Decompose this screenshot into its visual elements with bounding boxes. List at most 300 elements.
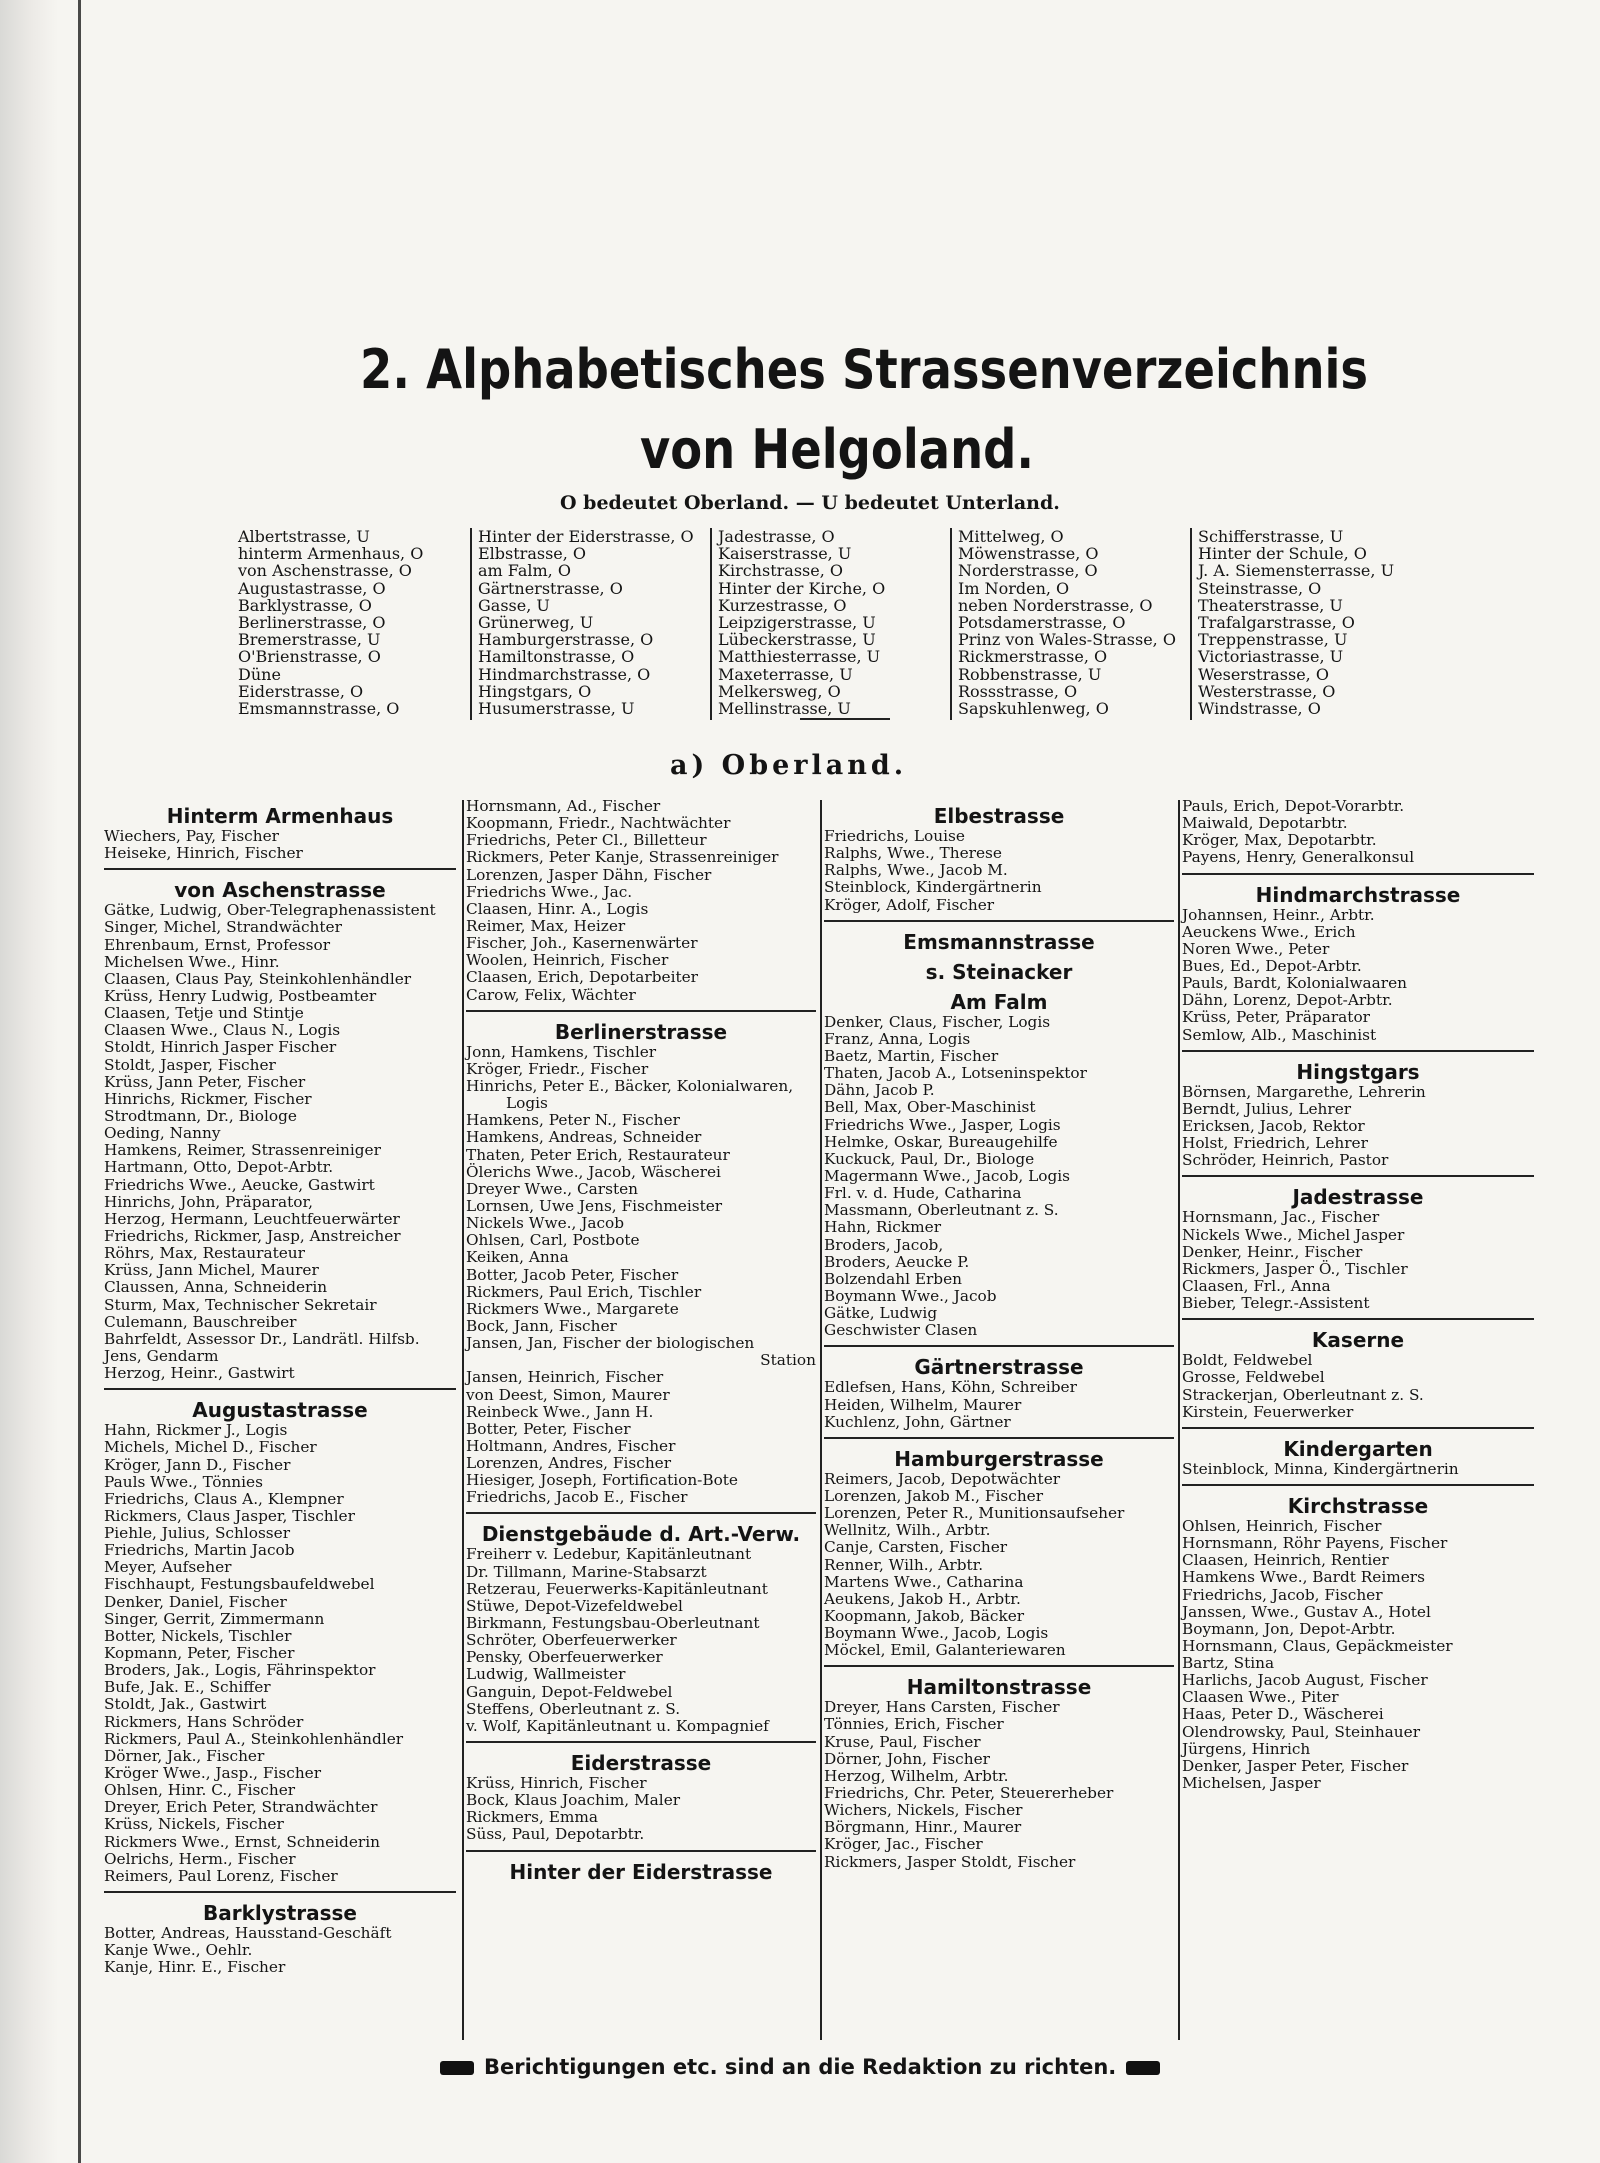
- resident-entry: Börnsen, Margarethe, Lehrerin: [1182, 1082, 1426, 1101]
- resident-entry: Johannsen, Heinr., Arbtr.: [1182, 905, 1375, 924]
- section-rule: [1182, 1050, 1534, 1052]
- resident-entry: Boldt, Feldwebel: [1182, 1351, 1313, 1370]
- resident-entry: Stoldt, Hinrich Jasper Fischer: [104, 1038, 337, 1057]
- resident-entry: Friedrichs, Jacob, Fischer: [1182, 1585, 1383, 1604]
- resident-entry: Hiesiger, Joseph, Fortification-Bote: [466, 1471, 738, 1490]
- index-underline: [800, 718, 890, 720]
- resident-entry: Fischhaupt, Festungsbaufeldwebel: [104, 1575, 375, 1594]
- resident-entry: Friedrichs, Martin Jacob: [104, 1541, 295, 1560]
- resident-entry: Carow, Felix, Wächter: [466, 985, 636, 1004]
- resident-entry: Schröter, Oberfeuerwerker: [466, 1631, 677, 1650]
- resident-entry: Oelrichs, Herm., Fischer: [104, 1849, 296, 1868]
- resident-entry: Bahrfeldt, Assessor Dr., Landrätl. Hilfsb.: [104, 1329, 420, 1348]
- resident-entry: Kröger, Friedr., Fischer: [466, 1059, 649, 1078]
- resident-entry: Tönnies, Erich, Fischer: [824, 1715, 1004, 1734]
- index-entry: Norderstrasse, O: [958, 561, 1098, 581]
- resident-entry: Friedrichs, Rickmer, Jasp, Anstreicher: [104, 1226, 401, 1245]
- resident-entry: Maiwald, Depotarbtr.: [1182, 814, 1348, 833]
- index-entry: J. A. Siemensterrasse, U: [1198, 561, 1395, 581]
- resident-entry: Broders, Jacob,: [824, 1235, 944, 1254]
- street-heading: von Aschenstrasse: [174, 878, 386, 903]
- resident-entry: Rickmers Wwe., Ernst, Schneiderin: [104, 1832, 380, 1851]
- resident-entry: Retzerau, Feuerwerks-Kapitänleutnant: [466, 1579, 768, 1598]
- resident-entry: Dr. Tillmann, Marine-Stabsarzt: [466, 1562, 707, 1581]
- resident-entry: Heiseke, Hinrich, Fischer: [104, 844, 303, 863]
- index-entry: Maxeterrasse, U: [718, 664, 853, 684]
- resident-entry: Boymann Wwe., Jacob: [824, 1286, 997, 1305]
- resident-entry: Dreyer, Hans Carsten, Fischer: [824, 1698, 1060, 1717]
- resident-entry: Olendrowsky, Paul, Steinhauer: [1182, 1722, 1421, 1741]
- index-column: [718, 528, 885, 717]
- index-entry: Windstrasse, O: [1198, 698, 1321, 718]
- index-entry: Gasse, U: [478, 595, 550, 615]
- index-entry: Leipzigerstrasse, U: [718, 612, 876, 632]
- resident-entry: Kruse, Paul, Fischer: [824, 1732, 981, 1751]
- index-entry: Hinter der Kirche, O: [718, 578, 886, 598]
- resident-entry: Ralphs, Wwe., Therese: [824, 844, 1002, 863]
- resident-entry: Hamkens, Andreas, Schneider: [466, 1128, 702, 1147]
- resident-entry: Bell, Max, Ober-Maschinist: [824, 1098, 1036, 1117]
- index-entry: Rossstrasse, O: [958, 681, 1078, 701]
- index-entry: Kaiserstrasse, U: [718, 544, 852, 564]
- index-column-divider: [710, 528, 712, 720]
- resident-entry: Dörner, John, Fischer: [824, 1749, 990, 1768]
- resident-entry: Krüss, Nickels, Fischer: [104, 1815, 284, 1834]
- resident-entry: Herzog, Hermann, Leuchtfeuerwärter: [104, 1209, 400, 1228]
- index-entry: Berlinerstrasse, O: [238, 612, 386, 632]
- index-entry: Hinter der Eiderstrasse, O: [478, 527, 694, 546]
- resident-entry: Hamkens, Reimer, Strassenreiniger: [104, 1141, 381, 1160]
- resident-entry-continuation: Station: [760, 1351, 816, 1370]
- resident-entry: Ganguin, Depot-Feldwebel: [466, 1682, 673, 1701]
- resident-entry: Rickmers Wwe., Margarete: [466, 1299, 679, 1318]
- resident-entry: Fischer, Joh., Kasernenwärter: [466, 934, 698, 953]
- resident-entry: Lorenzen, Jakob M., Fischer: [824, 1486, 1044, 1505]
- index-column: [958, 528, 1176, 717]
- resident-entry: Reinbeck Wwe., Jann H.: [466, 1402, 654, 1421]
- resident-entry: Kanje Wwe., Oehlr.: [104, 1941, 253, 1960]
- street-heading: Berlinerstrasse: [554, 1019, 728, 1044]
- resident-entry: von Deest, Simon, Maurer: [466, 1385, 670, 1404]
- index-entry: Schifferstrasse, U: [1198, 527, 1344, 546]
- resident-entry: Ohlsen, Carl, Postbote: [466, 1231, 640, 1250]
- index-entry: Rickmerstrasse, O: [958, 647, 1108, 667]
- resident-entry: Sturm, Max, Technischer Sekretair: [104, 1295, 377, 1314]
- resident-entry: Strodtmann, Dr., Biologe: [104, 1106, 297, 1125]
- resident-entry: Denker, Daniel, Fischer: [104, 1592, 287, 1611]
- resident-entry: Rickmers, Paul Erich, Tischler: [466, 1282, 702, 1301]
- resident-entry: Wichers, Nickels, Fischer: [824, 1801, 1023, 1820]
- index-column: [1198, 528, 1394, 717]
- resident-entry: Rickmers, Jasper Stoldt, Fischer: [824, 1852, 1076, 1871]
- resident-entry: Koopmann, Jakob, Bäcker: [824, 1606, 1025, 1625]
- index-entry: Trafalgarstrasse, O: [1198, 612, 1355, 632]
- index-entry: Elbstrasse, O: [478, 544, 587, 564]
- resident-entry: Koopmann, Friedr., Nachtwächter: [466, 814, 731, 833]
- street-heading: Jadestrasse: [1292, 1185, 1424, 1210]
- resident-entry: Kirstein, Feuerwerker: [1182, 1402, 1354, 1421]
- section-rule: [1182, 1318, 1534, 1320]
- resident-entry: Pauls Wwe., Tönnies: [104, 1472, 263, 1491]
- street-heading: s. Steinacker: [925, 959, 1073, 984]
- index-entry: Grünerweg, U: [478, 612, 594, 632]
- resident-entry: Ericksen, Jacob, Rektor: [1182, 1116, 1365, 1135]
- street-heading: Kindergarten: [1283, 1436, 1433, 1461]
- resident-entry: Krüss, Jann Michel, Maurer: [104, 1261, 319, 1280]
- resident-entry: Birkmann, Festungsbau-Oberleutnant: [466, 1614, 760, 1633]
- resident-entry: Krüss, Peter, Präparator: [1182, 1008, 1370, 1027]
- index-entry: Augustastrasse, O: [238, 578, 386, 598]
- resident-entry: Stüwe, Depot-Vizefeldwebel: [466, 1596, 683, 1615]
- resident-entry: Krüss, Hinrich, Fischer: [466, 1774, 647, 1793]
- resident-entry: Hartmann, Otto, Depot-Arbtr.: [104, 1158, 334, 1177]
- directory-column: [1182, 798, 1534, 1792]
- index-entry: Bremerstrasse, U: [238, 630, 381, 650]
- footer-text: Berichtigungen etc. sind an die Redaktion zu richten.: [484, 2055, 1117, 2079]
- resident-entry: Semlow, Alb., Maschinist: [1182, 1025, 1377, 1044]
- resident-entry: Jansen, Heinrich, Fischer: [466, 1368, 664, 1387]
- resident-entry: Bock, Jann, Fischer: [466, 1316, 617, 1335]
- resident-entry: Boymann Wwe., Jacob, Logis: [824, 1624, 1049, 1643]
- resident-entry: Broders, Aeucke P.: [824, 1252, 970, 1271]
- section-rule: [1182, 873, 1534, 875]
- resident-entry: Denker, Jasper Peter, Fischer: [1182, 1756, 1409, 1775]
- resident-entry: Geschwister Clasen: [824, 1321, 978, 1340]
- index-entry: Sapskuhlenweg, O: [958, 698, 1109, 718]
- resident-entry: Michels, Michel D., Fischer: [104, 1438, 317, 1457]
- index-entry: Weserstrasse, O: [1198, 664, 1329, 684]
- resident-entry: Thaten, Jacob A., Lotseninspektor: [824, 1064, 1087, 1083]
- resident-entry: Botter, Peter, Fischer: [466, 1419, 631, 1438]
- resident-entry: Kröger Wwe., Jasp., Fischer: [104, 1764, 322, 1783]
- resident-entry: Herzog, Wilhelm, Arbtr.: [824, 1766, 1009, 1785]
- index-entry: Hingstgars, O: [478, 681, 592, 701]
- resident-entry: Harlichs, Jacob August, Fischer: [1182, 1671, 1428, 1690]
- resident-entry: Rickmers, Emma: [466, 1808, 598, 1827]
- resident-entry: Claasen, Erich, Depotarbeiter: [466, 968, 698, 987]
- section-rule: [824, 920, 1174, 922]
- street-heading: Hinter der Eiderstrasse: [509, 1859, 773, 1884]
- pointing-hand-icon: [440, 2061, 474, 2075]
- resident-entry: Dreyer, Erich Peter, Strandwächter: [104, 1798, 378, 1817]
- resident-entry: Canje, Carsten, Fischer: [824, 1538, 1008, 1557]
- resident-entry: Steffens, Oberleutnant z. S.: [466, 1699, 681, 1718]
- resident-entry: Bolzendahl Erben: [824, 1269, 963, 1288]
- resident-entry: Friedrichs, Jacob E., Fischer: [466, 1488, 688, 1507]
- resident-entry: Röhrs, Max, Restaurateur: [104, 1244, 305, 1263]
- resident-entry: Noren Wwe., Peter: [1182, 939, 1330, 958]
- resident-entry: Hamkens, Peter N., Fischer: [466, 1111, 680, 1130]
- page-border-line: [78, 0, 81, 2163]
- street-heading: Emsmannstrasse: [903, 929, 1095, 954]
- index-entry: Westerstrasse, O: [1198, 681, 1336, 701]
- section-rule: [824, 1345, 1174, 1347]
- resident-entry: Michelsen, Jasper: [1182, 1774, 1321, 1793]
- resident-entry: Hamkens Wwe., Bardt Reimers: [1182, 1568, 1425, 1587]
- resident-entry: Renner, Wilh., Arbtr.: [824, 1555, 984, 1574]
- resident-entry: Botter, Jacob Peter, Fischer: [466, 1265, 679, 1284]
- resident-entry: Friedrichs Wwe., Aeucke, Gastwirt: [104, 1175, 375, 1194]
- index-entry: Möwenstrasse, O: [958, 544, 1099, 564]
- resident-entry: Kopmann, Peter, Fischer: [104, 1644, 295, 1663]
- column-divider: [820, 800, 822, 2040]
- resident-entry: Möckel, Emil, Galanteriewaren: [824, 1641, 1066, 1660]
- resident-entry: Stoldt, Jak., Gastwirt: [104, 1695, 267, 1714]
- resident-entry: Heiden, Wilhelm, Maurer: [824, 1395, 1022, 1414]
- resident-entry: Kröger, Jann D., Fischer: [104, 1455, 291, 1474]
- resident-entry: Claasen Wwe., Piter: [1182, 1688, 1339, 1707]
- resident-entry: Ohlsen, Heinrich, Fischer: [1182, 1516, 1382, 1535]
- resident-entry: Hinrichs, John, Präparator,: [104, 1192, 313, 1211]
- resident-entry-continuation: Logis: [506, 1094, 548, 1113]
- resident-entry: Thaten, Peter Erich, Restaurateur: [466, 1145, 730, 1164]
- street-heading: Elbestrasse: [933, 804, 1065, 828]
- index-entry: hinterm Armenhaus, O: [238, 544, 424, 564]
- footer-note: [430, 2055, 1170, 2079]
- index-entry: Husumerstrasse, U: [478, 698, 635, 718]
- section-rule: [104, 1388, 456, 1390]
- resident-entry: Hornsmann, Jac., Fischer: [1182, 1208, 1380, 1227]
- resident-entry: Dreyer Wwe., Carsten: [466, 1179, 638, 1198]
- resident-entry: Jonn, Hamkens, Tischler: [466, 1042, 657, 1061]
- index-entry: Lübeckerstrasse, U: [718, 630, 876, 650]
- street-heading: Dienstgebäude d. Art.-Verw.: [481, 1522, 801, 1547]
- resident-entry: Haas, Peter D., Wäscherei: [1182, 1705, 1384, 1724]
- resident-entry: Keiken, Anna: [466, 1248, 569, 1267]
- street-heading: Barklystrasse: [203, 1901, 357, 1926]
- resident-entry: Meyer, Aufseher: [104, 1558, 232, 1577]
- section-rule: [104, 1891, 456, 1893]
- resident-entry: Süss, Paul, Depotarbtr.: [466, 1825, 645, 1844]
- resident-entry: Rickmers, Claus Jasper, Tischler: [104, 1506, 355, 1525]
- resident-entry: Payens, Henry, Generalkonsul: [1182, 848, 1415, 867]
- resident-entry: Magermann Wwe., Jacob, Logis: [824, 1166, 1071, 1185]
- resident-entry: Wellnitz, Wilh., Arbtr.: [824, 1521, 991, 1540]
- index-entry: Kirchstrasse, O: [718, 561, 843, 581]
- resident-entry: Schröder, Heinrich, Pastor: [1182, 1151, 1389, 1170]
- resident-entry: Berndt, Julius, Lehrer: [1182, 1099, 1352, 1118]
- section-rule: [466, 1850, 816, 1852]
- resident-entry: Jürgens, Hinrich: [1182, 1739, 1311, 1758]
- resident-entry: Oeding, Nanny: [104, 1124, 221, 1143]
- directory-column: [824, 798, 1174, 1871]
- resident-entry: Botter, Nickels, Tischler: [104, 1626, 292, 1645]
- index-entry: Potsdamerstrasse, O: [958, 612, 1126, 632]
- resident-entry: Piehle, Julius, Schlosser: [104, 1524, 291, 1543]
- resident-entry: Ehrenbaum, Ernst, Professor: [104, 935, 331, 954]
- resident-entry: Kuckuck, Paul, Dr., Biologe: [824, 1149, 1035, 1168]
- resident-entry: Bock, Klaus Joachim, Maler: [466, 1791, 681, 1810]
- resident-entry: Freiherr v. Ledebur, Kapitänleutnant: [466, 1545, 752, 1564]
- street-heading: Hindmarchstrasse: [1255, 882, 1461, 907]
- resident-entry: Denker, Heinr., Fischer: [1182, 1242, 1363, 1261]
- resident-entry: Kuchlenz, John, Gärtner: [824, 1412, 1011, 1431]
- street-heading: Hinterm Armenhaus: [166, 804, 394, 828]
- resident-entry: Steinblock, Kindergärtnerin: [824, 878, 1042, 897]
- resident-entry: Börgmann, Hinr., Maurer: [824, 1818, 1022, 1837]
- resident-entry: Hornsmann, Claus, Gepäckmeister: [1182, 1636, 1453, 1655]
- index-entry: Mellinstrasse, U: [718, 698, 851, 718]
- resident-entry: Aeuckens Wwe., Erich: [1182, 922, 1356, 941]
- resident-entry: Kanje, Hinr. E., Fischer: [104, 1958, 286, 1977]
- resident-entry: Hahn, Rickmer J., Logis: [104, 1421, 288, 1440]
- resident-entry: Hornsmann, Röhr Payens, Fischer: [1182, 1534, 1448, 1553]
- index-column-divider: [950, 528, 952, 720]
- page-title-line-1: 2. Alphabetisches Strassenverzeichnis: [360, 338, 1369, 401]
- index-entry: Emsmannstrasse, O: [238, 698, 400, 718]
- street-heading: Eiderstrasse: [570, 1751, 712, 1776]
- resident-entry: Baetz, Martin, Fischer: [824, 1046, 999, 1065]
- resident-entry: Friedrichs, Chr. Peter, Steuererheber: [824, 1784, 1114, 1803]
- page-title-line-2: von Helgoland.: [640, 418, 1035, 481]
- section-rule: [1182, 1427, 1534, 1429]
- resident-entry: Bufe, Jak. E., Schiffer: [104, 1678, 271, 1697]
- column-divider: [1178, 800, 1180, 2040]
- resident-entry: Lornsen, Uwe Jens, Fischmeister: [466, 1196, 723, 1215]
- resident-entry: Nickels Wwe., Michel Jasper: [1182, 1225, 1405, 1244]
- index-column: [238, 528, 423, 717]
- index-entry: Hamiltonstrasse, O: [478, 647, 635, 667]
- resident-entry: Grosse, Feldwebel: [1182, 1368, 1325, 1387]
- resident-entry: Ralphs, Wwe., Jacob M.: [824, 861, 1008, 880]
- index-entry: neben Norderstrasse, O: [958, 595, 1153, 615]
- section-rule: [824, 1665, 1174, 1667]
- resident-entry: Kröger, Adolf, Fischer: [824, 895, 995, 914]
- index-entry: Barklystrasse, O: [238, 595, 372, 615]
- street-heading: Am Falm: [950, 989, 1048, 1014]
- resident-entry: Ohlsen, Hinr. C., Fischer: [104, 1781, 296, 1800]
- index-entry: Hindmarchstrasse, O: [478, 664, 651, 684]
- resident-entry: Woolen, Heinrich, Fischer: [466, 951, 669, 970]
- column-divider: [462, 800, 464, 2040]
- index-entry: Prinz von Wales-Strasse, O: [958, 630, 1176, 650]
- resident-entry: Friedrichs, Peter Cl., Billetteur: [466, 831, 707, 850]
- index-entry: Eiderstrasse, O: [238, 681, 364, 701]
- index-entry: Melkersweg, O: [718, 681, 841, 701]
- resident-entry: Lorenzen, Andres, Fischer: [466, 1454, 672, 1473]
- index-entry: von Aschenstrasse, O: [238, 561, 412, 581]
- index-entry: Treppenstrasse, U: [1198, 630, 1348, 650]
- index-entry: Theaterstrasse, U: [1198, 595, 1343, 615]
- index-entry: Gärtnerstrasse, O: [478, 578, 623, 598]
- index-entry: Mittelweg, O: [958, 527, 1064, 546]
- resident-entry: Franz, Anna, Logis: [824, 1029, 971, 1048]
- resident-entry: Herzog, Heinr., Gastwirt: [104, 1364, 295, 1383]
- section-rule: [1182, 1484, 1534, 1486]
- resident-entry: Culemann, Bauschreiber: [104, 1312, 297, 1331]
- section-rule: [824, 1437, 1174, 1439]
- index-entry: O'Brienstrasse, O: [238, 647, 381, 667]
- resident-entry: Massmann, Oberleutnant z. S.: [824, 1201, 1059, 1220]
- resident-entry: Hahn, Rickmer: [824, 1218, 942, 1237]
- index-entry: Im Norden, O: [958, 578, 1070, 598]
- resident-entry: Helmke, Oskar, Bureaugehilfe: [824, 1132, 1058, 1151]
- resident-entry: Claasen, Tetje und Stintje: [104, 1004, 304, 1023]
- resident-entry: Rickmers, Hans Schröder: [104, 1712, 304, 1731]
- resident-entry: Pensky, Oberfeuerwerker: [466, 1648, 663, 1667]
- resident-entry: Bieber, Telegr.-Assistent: [1182, 1294, 1370, 1313]
- index-entry: Hinter der Schule, O: [1198, 544, 1367, 564]
- resident-entry: Claussen, Anna, Schneiderin: [104, 1278, 328, 1297]
- street-heading: Augustastrasse: [192, 1398, 368, 1423]
- resident-entry: Broders, Jak., Logis, Fährinspektor: [104, 1661, 376, 1680]
- resident-entry: Claasen, Heinrich, Rentier: [1182, 1551, 1389, 1570]
- index-entry: Steinstrasse, O: [1198, 578, 1322, 598]
- resident-entry: Edlefsen, Hans, Köhn, Schreiber: [824, 1378, 1077, 1397]
- resident-entry: Steinblock, Minna, Kindergärtnerin: [1182, 1459, 1459, 1478]
- resident-entry: Friedrichs Wwe., Jac.: [466, 882, 633, 901]
- resident-entry: Pauls, Erich, Depot-Vorarbtr.: [1182, 797, 1405, 815]
- resident-entry: Michelsen Wwe., Hinr.: [104, 952, 280, 971]
- resident-entry: Wiechers, Pay, Fischer: [104, 827, 279, 845]
- resident-entry: Rickmers, Peter Kanje, Strassenreiniger: [466, 848, 779, 867]
- resident-entry: Bues, Ed., Depot-Arbtr.: [1182, 956, 1362, 975]
- resident-entry: Kröger, Max, Depotarbtr.: [1182, 831, 1377, 850]
- resident-entry: Holtmann, Andres, Fischer: [466, 1436, 676, 1455]
- resident-entry: Hornsmann, Ad., Fischer: [466, 797, 661, 815]
- section-rule: [104, 868, 456, 870]
- resident-entry: Botter, Andreas, Hausstand-Geschäft: [104, 1924, 392, 1943]
- resident-entry: Claasen, Hinr. A., Logis: [466, 899, 649, 918]
- resident-entry: Dörner, Jak., Fischer: [104, 1746, 265, 1765]
- street-heading: Hamiltonstrasse: [906, 1675, 1092, 1700]
- resident-entry: Rickmers, Jasper Ö., Tischler: [1182, 1259, 1408, 1278]
- index-entry: Albertstrasse, U: [238, 527, 370, 546]
- resident-entry: Hinrichs, Peter E., Bäcker, Kolonialwaren,: [466, 1076, 794, 1095]
- directory-column: [104, 798, 456, 1976]
- index-entry: Hamburgerstrasse, O: [478, 630, 654, 650]
- directory-column: [466, 798, 816, 1884]
- resident-entry: Claasen, Claus Pay, Steinkohlenhändler: [104, 969, 412, 988]
- section-rule: [1182, 1175, 1534, 1177]
- resident-entry: Jansen, Jan, Fischer der biologischen: [466, 1334, 755, 1353]
- index-entry: am Falm, O: [478, 561, 571, 581]
- index-entry: Matthiesterrasse, U: [718, 647, 881, 667]
- abbreviation-legend: O bedeutet Oberland. — U bedeutet Unterland.: [560, 492, 1060, 514]
- resident-entry: Holst, Friedrich, Lehrer: [1182, 1134, 1368, 1153]
- resident-entry: Friedrichs, Louise: [824, 827, 965, 845]
- street-heading: Hingstgars: [1296, 1059, 1420, 1084]
- section-rule: [466, 1512, 816, 1514]
- section-rule: [466, 1010, 816, 1012]
- index-entry: Robbenstrasse, U: [958, 664, 1102, 684]
- index-column-divider: [470, 528, 472, 720]
- resident-entry: Hinrichs, Rickmer, Fischer: [104, 1089, 312, 1108]
- resident-entry: Rickmers, Paul A., Steinkohlenhändler: [104, 1729, 404, 1748]
- resident-entry: Gätke, Ludwig: [824, 1304, 938, 1323]
- index-column: [478, 528, 694, 717]
- resident-entry: Claasen, Frl., Anna: [1182, 1276, 1331, 1295]
- resident-entry: Reimers, Paul Lorenz, Fischer: [104, 1866, 338, 1885]
- street-heading: Kirchstrasse: [1287, 1493, 1429, 1518]
- resident-entry: Bartz, Stina: [1182, 1654, 1275, 1673]
- section-title: a) Oberland.: [670, 750, 908, 781]
- resident-entry: Stoldt, Jasper, Fischer: [104, 1055, 276, 1074]
- index-entry: Kurzestrasse, O: [718, 595, 847, 615]
- resident-entry: Strackerjan, Oberleutnant z. S.: [1182, 1385, 1424, 1404]
- street-heading: Kaserne: [1311, 1328, 1405, 1353]
- resident-entry: Dähn, Jacob P.: [824, 1081, 935, 1100]
- resident-entry: Friedrichs, Claus A., Klempner: [104, 1489, 344, 1508]
- resident-entry: Friedrichs Wwe., Jasper, Logis: [824, 1115, 1061, 1134]
- resident-entry: Martens Wwe., Catharina: [824, 1572, 1024, 1591]
- index-entry: Düne: [238, 664, 281, 684]
- resident-entry: Lorenzen, Jasper Dähn, Fischer: [466, 865, 712, 884]
- resident-entry: Kröger, Jac., Fischer: [824, 1835, 983, 1854]
- resident-entry: Pauls, Bardt, Kolonialwaaren: [1182, 974, 1408, 993]
- resident-entry: Ludwig, Wallmeister: [466, 1665, 626, 1684]
- resident-entry: Aeukens, Jakob H., Arbtr.: [824, 1589, 1021, 1608]
